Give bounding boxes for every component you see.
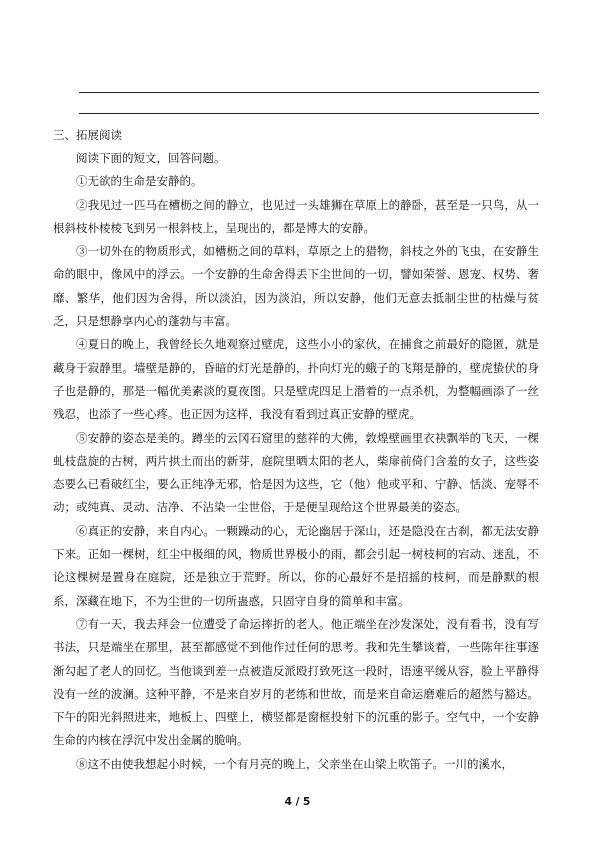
answer-line-1	[79, 92, 539, 93]
paragraph-6: ⑥真正的安静，来自内心。一颗躁动的心，无论幽居于深山，还是隐没在古刹，都无法安静下来。正如一棵树，红尘中极细的风，物质世界极小的雨，都会引起一树枝柯的宕动、迷乱，不论这棵树是置身在庭院，还是独立于荒野。所以，你的心最好不是招摇的枝柯，而是静默的根系，深藏在地下，不为尘世的一切所蛊惑，只固守自身的简单和丰富。	[53, 523, 539, 608]
paragraph-3: ③一切外在的物质形式，如槽枥之间的草料，草原之上的猎物，斜枝之外的飞虫，在安静生命的眼中，像风中的浮云。一个安静的生命舍得丢下尘世间的一切，譬如荣誉、恩宠、权势、奢靡、繁华，他们因为舍得，所以淡泊，因为淡泊，所以安静，他们无意去抵制尘世的枯燥与贫乏，只是想静享内心的蓬勃与丰富。	[53, 244, 539, 329]
document-body	[53, 124, 539, 776]
paragraph-2: ②我见过一匹马在槽枥之间的静立，也见过一头雄狮在草原上的静卧，甚至是一只鸟，从一根斜枝朴棱棱飞到另一根斜枝上，呈现出的，都是博大的安静。	[53, 197, 539, 235]
paragraph-4: ④夏日的晚上，我曾经长久地观察过壁虎，这些小小的家伙，在捕食之前最好的隐匿，就是藏身于寂静里。墙壁是静的，昏暗的灯光是静的，扑向灯光的蛾子的飞翔是静的，壁虎蛰伏的身子也是静的，那是一幅优美素淡的夏夜图。只是壁虎四足上潜着的一点杀机，为整幅画添了一丝残忍，也添了一些心疼。也正因为这样，我没有看到过真正安静的壁虎。	[53, 337, 539, 422]
paragraph-8: ⑧这不由使我想起小时候，一个有月亮的晚上，父亲坐在山梁上吹笛子。一川的溪水，	[76, 756, 513, 771]
paragraph-1: ①无欲的生命是安静的。	[76, 174, 203, 189]
paragraph-7: ⑦有一天，我去拜会一位遭受了命运摔折的老人。他正端坐在沙发深处，没有看书，没有写书法，只是端坐在那里，甚至都感觉不到他作过任何的思考。我和先生攀谈着，一些陈年往事逐渐勾起了老人的回忆。当他谈到差一点被造反派殴打致死这一段时，语速平缓从容，脸上平静得没有一丝的波澜。这种平静，不是来自岁月的老练和世故，而是来自命运磨难后的超然与豁达。下午的阳光斜照进来，地板上、四壁上，横竖都是窗框投射下的沉重的影子。空气中，一个安静生命的内核在浮沉中发出金属的脆响。	[53, 616, 539, 748]
paragraph-5: ⑤安静的姿态是美的。蹲坐的云冈石窟里的慈祥的大佛，敦煌壁画里衣袂飘举的飞天，一棵虬枝盘旋的古树，两片拱土而出的新芽，庭院里晒太阳的老人，柴扉前倚门含羞的女子，这些姿态要么已看破红尘，要么正纯净无邪，恰是因为这些，它（他）他或平和、宁静、恬淡、宠辱不动；或纯真、灵动、洁净、不沾染一尘世俗，于是便呈现给这个世界最美的姿态。	[53, 430, 539, 515]
page-number: 4 / 5	[284, 796, 311, 808]
paragraph-instruction: 阅读下面的短文，回答问题。	[76, 151, 226, 165]
section-heading: 三、拓展阅读	[53, 128, 122, 142]
answer-line-2	[79, 113, 539, 114]
